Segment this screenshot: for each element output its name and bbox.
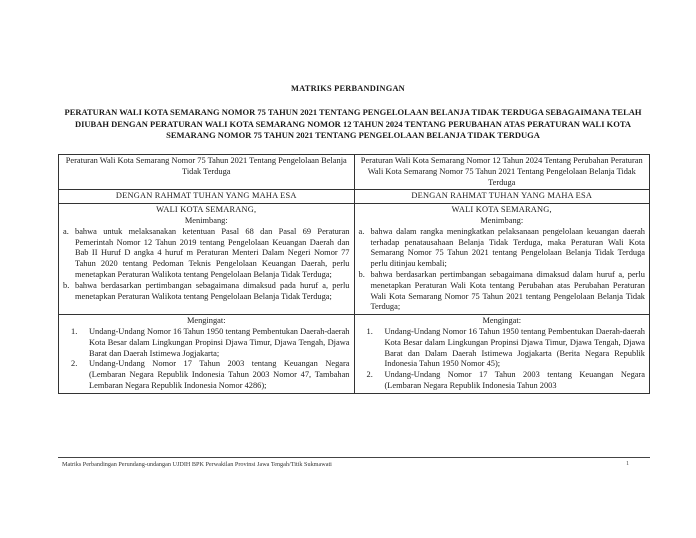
menimbang-row [59,204,650,315]
left-mengingat-list [63,327,350,392]
list-item: a. bahwa dalam rangka meningkatkan pelaksanaan pengelolaan keuangan daerah terhadap penatausahaan Belanja Tidak Terduga, maka Peraturan Wali Kota Semarang Nomor 75 Tahun 2021 tentang Pengelolaan Belanja Tidak Terduga perlu ditinjau kembali; [358,226,645,269]
regulation-heading: PERATURAN WALI KOTA SEMARANG NOMOR 75 TAHUN 2021 TENTANG PENGELOLAAN BELANJA TIDAK TERDUGA SEBAGAIMANA TELAH DIUBAH DENGAN PERATURAN WALI KOTA SEMARANG NOMOR 12 TAHUN 2024 TENTANG PERUBAHAN ATAS PERATURAN WALI KOTA SEMARANG NOMOR 75 TAHUN 2021 TENTANG PENGELOLAAN BELANJA TIDAK TERDUGA [64,107,642,141]
right-mengingat-list [359,327,646,392]
right-wali: WALI KOTA SEMARANG, [451,205,552,215]
footer-credit: Matriks Perbandingan Perundang-undangan UJDIH BPK Perwakilan Provinsi Jawa Tengah/Titik Sukmawati [62,461,332,468]
list-item: 1. Undang-Undang Nomor 16 Tahun 1950 tentang Pembentukan Daerah-daerah Kota Besar dalam Lingkungan Propinsi Djawa Timur, Djawa Tengah, Djawa Barat dan Dalam Daerah Istimewa Jogjakarta (Berita Negara Republik Indonesia Tahun 1950 Nomor 45); [366,326,645,369]
document-title: MATRIKS PERBANDINGAN [291,84,405,93]
right-mengingat-label: Mengingat: [482,316,522,326]
left-menimbang-list [63,227,350,303]
right-menimbang-label: Menimbang: [480,215,524,225]
comparison-matrix [58,154,650,394]
list-item: b. bahwa berdasarkan pertimbangan sebagaimana dimaksud pada huruf a, perlu menetapkan Peraturan Walikota tentang Pengelolaan Belanja Tidak Terduga; [63,280,350,301]
page-number: 1 [626,460,630,467]
right-menimbang-list [359,227,646,313]
right-mengingat-cell [354,315,650,394]
rahmat-row [59,190,650,204]
list-item: 2. Undang-Undang Nomor 17 Tahun 2003 tentang Keuangan Negara (Lembaran Negara Republik Indonesia Tahun 2003 [366,370,645,390]
list-item: 1. Undang-Undang Nomor 16 Tahun 1950 tentang Pembentukan Daerah-daerah Kota Besar dalam Lingkungan Propinsi Djawa Timur, Djawa Tengah, Djawa Barat dan Daerah Istimewa Jogjakarta; [71,326,350,358]
header-row [59,155,650,190]
list-item: b. bahwa berdasarkan pertimbangan sebagaimana dimaksud dalam huruf a, perlu menetapkan Peraturan Wali Kota tentang Perubahan atas Perubahan Peraturan Wali Kota Semarang Nomor 75 Tahun 2021 tentang Pengelolaan Belanja Tidak Terduga; [358,269,645,312]
left-rahmat: DENGAN RAHMAT TUHAN YANG MAHA ESA [59,190,355,204]
footer-divider [58,457,650,458]
mengingat-row [59,315,650,394]
left-wali: WALI KOTA SEMARANG, [156,205,257,215]
right-header: Peraturan Wali Kota Semarang Nomor 12 Tahun 2024 Tentang Perubahan Peraturan Wali Kota Semarang Nomor 75 Tahun 2021 Tentang Pengelolaan Belanja Tidak Terduga [354,155,650,190]
list-item: 2. Undang-Undang Nomor 17 Tahun 2003 tentang Keuangan Negara (Lembaran Negara Republik Indonesia Tahun 2003 Nomor 47, Tambahan Lembaran Negara Republik Indonesia Nomor 4286); [71,359,350,390]
left-header: Peraturan Wali Kota Semarang Nomor 75 Tahun 2021 Tentang Pengelolaan Belanja Tidak Terduga [59,155,355,190]
list-item: a. bahwa untuk melaksanakan ketentuan Pasal 68 dan Pasal 69 Peraturan Pemerintah Nomor 12 Tahun 2019 tentang Pengelolaan Keuangan Daerah dan Bab II Huruf D angka 4 huruf m Peraturan Menteri Dalam Negeri Nomor 77 Tahun 2020 tentang Pedoman Teknis Pengelolaan Keuangan Daerah, perlu menetapkan Peraturan Walikota tentang Pengelolaan Belanja Tidak Terduga; [63,226,350,279]
right-menimbang-cell [354,204,650,315]
left-mengingat-label: Mengingat: [186,316,226,326]
left-mengingat-cell [59,315,355,394]
left-menimbang-label: Menimbang: [184,215,228,225]
left-menimbang-cell [59,204,355,315]
right-rahmat: DENGAN RAHMAT TUHAN YANG MAHA ESA [354,190,650,204]
